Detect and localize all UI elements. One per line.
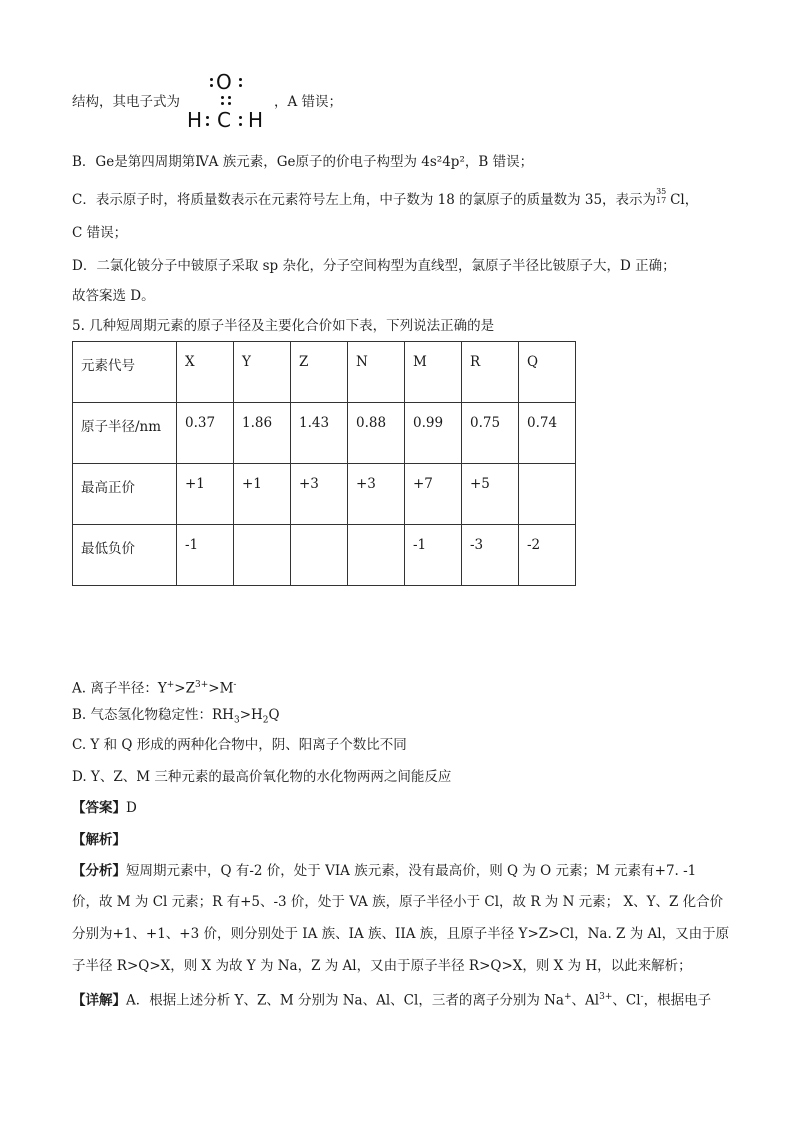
table-cell: +3 [291,464,348,525]
table-cell: 1.43 [291,403,348,464]
line-a-prefix: 结构，其电子式为 [72,94,180,110]
table-cell: 0.88 [348,403,405,464]
table-cell [519,464,576,525]
choice-b: B. 气态氢化物稳定性：$RH_3>H_2Q$ [72,707,280,726]
table-header-cell: 元素代号 [73,342,177,403]
option-a-conclusion-line [72,92,180,112]
table-cell: -2 [519,525,576,586]
table-cell: +1 [234,464,291,525]
lewis-o: O [216,70,232,94]
table-header-cell: X [177,342,234,403]
table-cell: -1 [405,525,462,586]
table-row [73,403,576,464]
lewis-structure-formaldehyde [184,70,276,134]
answer-label: 【答案】 [72,800,126,816]
table-header-cell: R [462,342,519,403]
table-cell: 最低负价 [73,525,177,586]
table-cell: +5 [462,464,519,525]
analysis-label: 【解析】 [72,832,126,848]
table-cell [348,525,405,586]
table-cell: -3 [462,525,519,586]
element-table [72,341,576,586]
table-cell [291,525,348,586]
fenxi-line-4: 子半径 R>Q>X，则 X 为故 Y 为 Na，Z 为 Al，又由于原子半径 R>Q>X，则 X 为 H，以此来解析； [72,958,692,974]
table-cell: -1 [177,525,234,586]
option-c-line-2: C 错误； [72,225,128,241]
table-header-cell: Y [234,342,291,403]
table-cell: 0.74 [519,403,576,464]
table-cell: 1.86 [234,403,291,464]
table-cell: +3 [348,464,405,525]
lewis-h-left: H [187,108,203,132]
lewis-c: C [217,108,231,132]
line-a-suffix: ，A 错误； [274,94,343,110]
choice-c: C. Y 和 Q 形成的两种化合物中，阴、阳离子个数比不同 [72,737,407,753]
answer-value: D [126,800,137,816]
answer-note-line: 故答案选 D。 [72,288,155,304]
lewis-h-right: H [248,108,264,132]
table-cell: 原子半径/nm [73,403,177,464]
option-c-line: C．表示原子时，将质量数表示在元素符号左上角，中子数为 18 的氯原子的质量数为 35，表示为 35 17 Cl， [72,187,699,208]
table-cell: 最高正价 [73,464,177,525]
table-cell: 0.75 [462,403,519,464]
table-row [73,464,576,525]
fenxi-line-1: 【分析】短周期元素中，Q 有-2 价，处于 VIA 族元素，没有最高价，则 Q 为 O 元素；M 元素有+7. -1 [72,863,697,879]
choice-a: A. 离子半径：$Y^+>Z^{3+}>M^-$ [72,680,237,697]
xiangjie-line: 【详解】A．根据上述分析 Y、Z、M 分别为 Na、Al、Cl，三者的离子分别为 Na+、$Al^{3+}$、Cl-，根据电子 [72,992,712,1009]
table-cell: +7 [405,464,462,525]
table-header-cell: Q [519,342,576,403]
fenxi-line-2: 价，故 M 为 Cl 元素；R 有+5、-3 价，处于 VA 族，原子半径小于 Cl，故 R 为 N 元素； X、Y、Z 化合价 [72,894,724,910]
answer-line [72,798,137,818]
table-header-cell: N [348,342,405,403]
option-b-line: B．Ge是第四周期第ⅣA 族元素，Ge原子的价电子构型为 4s²4p²，B 错误； [72,154,534,170]
table-cell: 0.37 [177,403,234,464]
choice-d: D. Y、Z、M 三种元素的最高价氧化物的水化物两两之间能反应 [72,769,452,785]
fenxi-line-3: 分别为+1、+1、+3 价，则分别处于 IA 族、IA 族、IIA 族，且原子半径 Y>Z>Cl，Na. Z 为 Al，又由于原 [72,926,730,942]
table-cell: 0.99 [405,403,462,464]
table-cell: +1 [177,464,234,525]
question-5-title: 5. 几种短周期元素的原子半径及主要化合价如下表，下列说法正确的是 [72,318,495,334]
table-header-row [73,342,576,403]
isotope-notation: 35 17 [656,187,667,205]
option-d-line: D．二氯化铍分子中铍原子采取 sp 杂化，分子空间构型为直线型，氯原子半径比铍原子大，D 正确； [72,258,676,274]
table-header-cell: Z [291,342,348,403]
table-row [73,525,576,586]
table-cell [234,525,291,586]
table-header-cell: M [405,342,462,403]
